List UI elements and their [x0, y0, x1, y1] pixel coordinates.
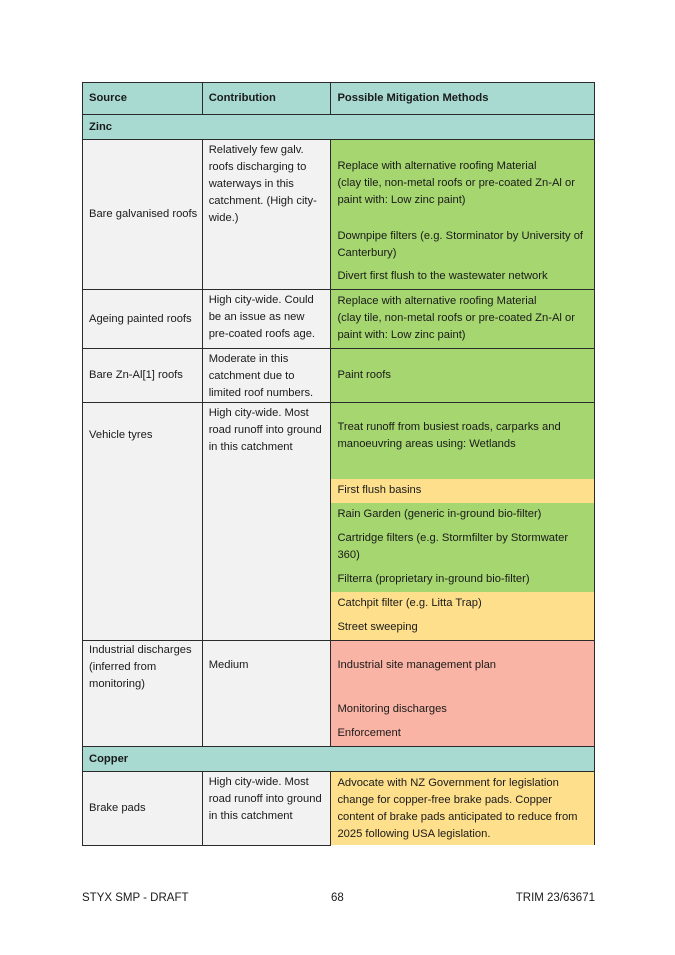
mitigation-item: Enforcement: [331, 722, 594, 746]
mitigation-cell: [331, 349, 595, 403]
source-cell: Ageing painted roofs: [83, 290, 203, 349]
table-row: [83, 641, 595, 747]
section-title: Copper: [83, 747, 595, 772]
mitigation-item: Industrial site management plan: [331, 641, 594, 698]
mitigation-item: Filterra (proprietary in-ground bio-filter): [331, 568, 594, 592]
mitigation-item: Rain Garden (generic in-ground bio-filter): [331, 503, 594, 527]
header-mitigation: Possible Mitigation Methods: [331, 83, 595, 115]
mitigation-cell: [331, 772, 595, 846]
header-contribution: Contribution: [202, 83, 331, 115]
contribution-cell: High city-wide. Could be an issue as new pre-coated roofs age.: [202, 290, 331, 349]
contribution-cell: Medium: [202, 641, 331, 747]
mitigation-cell: [331, 290, 595, 349]
section-zinc-row: [83, 115, 595, 140]
footer-trim-reference: TRIM 23/63671: [515, 892, 595, 904]
section-copper-row: [83, 747, 595, 772]
table-row: [83, 349, 595, 403]
mitigation-cell: [331, 641, 595, 747]
table-row: [83, 140, 595, 290]
table-row: [83, 772, 595, 846]
section-title: Zinc: [83, 115, 595, 140]
mitigation-item: Street sweeping: [331, 616, 594, 640]
table-row: [83, 290, 595, 349]
mitigation-item: Paint roofs: [331, 364, 594, 388]
source-cell: Brake pads: [83, 772, 203, 846]
mitigation-item: Catchpit filter (e.g. Litta Trap): [331, 592, 594, 616]
table-row: [83, 403, 595, 641]
mitigation-item: Divert first flush to the wastewater network: [331, 265, 594, 289]
table-header-row: [83, 83, 595, 115]
contribution-cell: Moderate in this catchment due to limited roof numbers.: [202, 349, 331, 403]
mitigation-item: Advocate with NZ Government for legislation change for copper-free brake pads. Copper content of brake pads anticipated to reduce from 2025 following USA legislation.: [331, 772, 594, 845]
source-cell: Industrial discharges (inferred from monitoring): [83, 641, 203, 747]
mitigation-table: [82, 82, 595, 846]
source-cell: Bare Zn-Al[1] roofs: [83, 349, 203, 403]
footer-document-label: STYX SMP - DRAFT: [82, 892, 189, 904]
mitigation-item: Replace with alternative roofing Material (clay tile, non-metal roofs or pre-coated Zn-Al or paint with: Low zinc paint): [331, 140, 594, 216]
contribution-cell: Relatively few galv. roofs discharging to waterways in this catchment. (High city-wide.): [202, 140, 331, 290]
mitigation-cell: [331, 140, 595, 290]
source-cell: Vehicle tyres: [83, 403, 203, 641]
mitigation-item: Treat runoff from busiest roads, carparks and manoeuvring areas using: Wetlands: [331, 403, 594, 479]
mitigation-cell: [331, 403, 595, 641]
footer-page-number: 68: [331, 892, 344, 904]
header-source: Source: [83, 83, 203, 115]
mitigation-item: Downpipe filters (e.g. Storminator by University of Canterbury): [331, 216, 594, 265]
mitigation-item: Replace with alternative roofing Material (clay tile, non-metal roofs or pre-coated Zn-Al or paint with: Low zinc paint): [331, 290, 594, 348]
source-cell: Bare galvanised roofs: [83, 140, 203, 290]
mitigation-item: Cartridge filters (e.g. Stormfilter by Stormwater 360): [331, 527, 594, 568]
mitigation-item: Monitoring discharges: [331, 698, 594, 722]
contribution-cell: High city-wide. Most road runoff into ground in this catchment: [202, 772, 331, 846]
contribution-cell: High city-wide. Most road runoff into ground in this catchment: [202, 403, 331, 641]
mitigation-item: First flush basins: [331, 479, 594, 503]
